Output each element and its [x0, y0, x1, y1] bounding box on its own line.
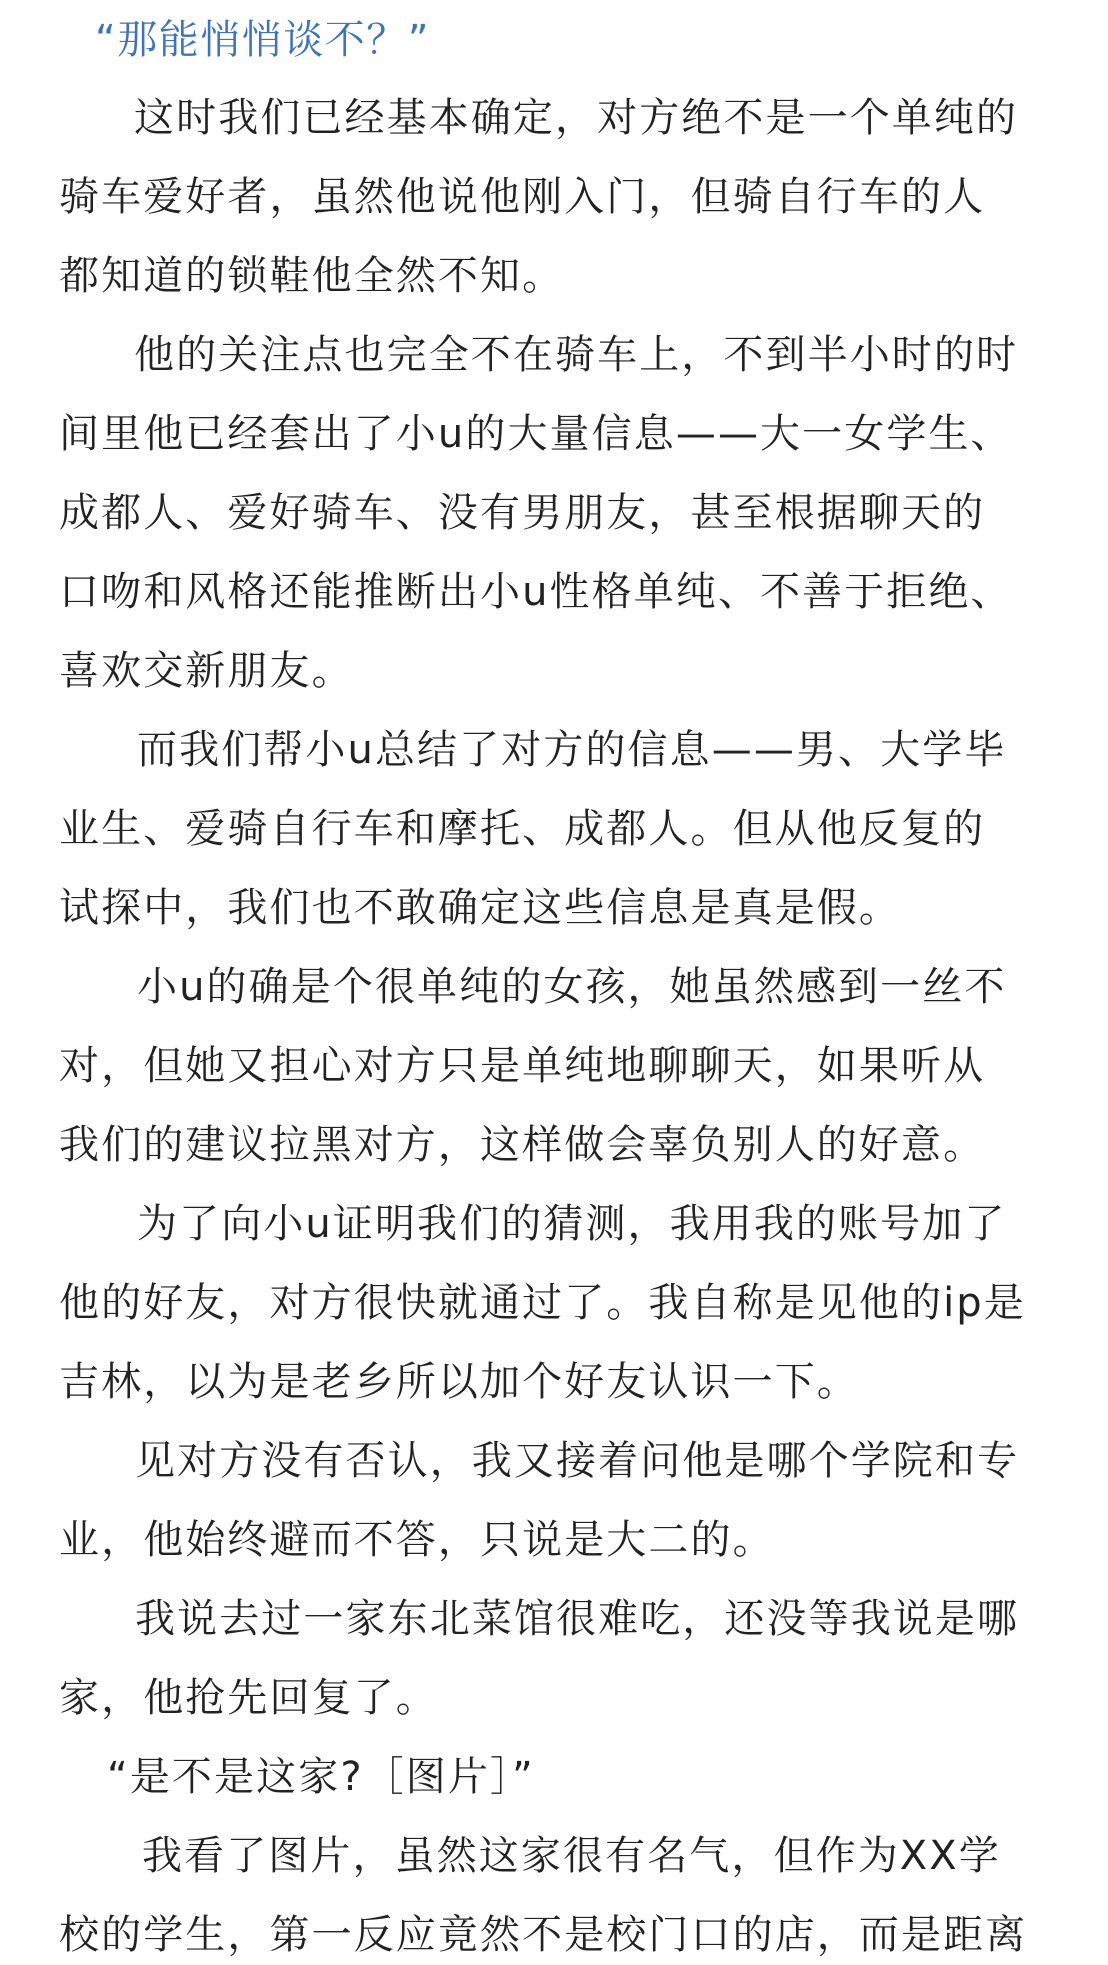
paragraph-line: 他的好友，对方很快就通过了。我自称是见他的ip是	[59, 1280, 1026, 1326]
paragraph-line: 骑车爱好者，虽然他说他刚入门，但骑自行车的人	[59, 174, 986, 220]
paragraph-line: 为了向小u证明我们的猜测，我用我的账号加了	[137, 1201, 1007, 1247]
paragraph-line: 业，他始终避而不答，只说是大二的。	[59, 1517, 775, 1563]
paragraph-line: 我们的建议拉黑对方，这样做会辜负别人的好意。	[59, 1122, 986, 1168]
paragraph-line: 我看了图片，虽然这家很有名气，但作为XX学	[142, 1833, 1001, 1879]
paragraph-line: 见对方没有否认，我又接着问他是哪个学院和专	[135, 1438, 1020, 1484]
quote-line[interactable]: “那能悄悄谈不？”	[95, 17, 430, 63]
paragraph-line: 家，他抢先回复了。	[59, 1675, 438, 1721]
paragraph-line: 都知道的锁鞋他全然不知。	[59, 253, 565, 299]
paragraph-line: 他的关注点也完全不在骑车上，不到半小时的时	[134, 332, 1019, 378]
paragraph-line: 喜欢交新朋友。	[59, 648, 354, 694]
paragraph-line: 吉林，以为是老乡所以加个好友认识一下。	[59, 1359, 859, 1405]
paragraph-line: 我说去过一家东北菜馆很难吃，还没等我说是哪	[135, 1596, 1020, 1642]
paragraph-line: 对，但她又担心对方只是单纯地聊聊天，如果听从	[59, 1043, 986, 1089]
paragraph-line: 口吻和风格还能推断出小u性格单纯、不善于拒绝、	[59, 569, 1013, 615]
paragraph-line: 试探中，我们也不敢确定这些信息是真是假。	[59, 885, 901, 931]
paragraph-line: 间里他已经套出了小u的大量信息——大一女学生、	[59, 411, 1013, 457]
paragraph-line: 业生、爱骑自行车和摩托、成都人。但从他反复的	[59, 806, 986, 852]
paragraph-line: 校的学生，第一反应竟然不是校门口的店，而是距离	[59, 1912, 1028, 1958]
paragraph-line: 成都人、爱好骑车、没有男朋友，甚至根据聊天的	[59, 490, 986, 536]
quote-line: “是不是这家?［图片］”	[107, 1754, 535, 1800]
paragraph-line: 小u的确是个很单纯的女孩，她虽然感到一丝不	[137, 964, 1007, 1010]
paragraph-line: 而我们帮小u总结了对方的信息——男、大学毕	[137, 727, 1007, 773]
paragraph-line: 这时我们已经基本确定，对方绝不是一个单纯的	[134, 95, 1019, 141]
